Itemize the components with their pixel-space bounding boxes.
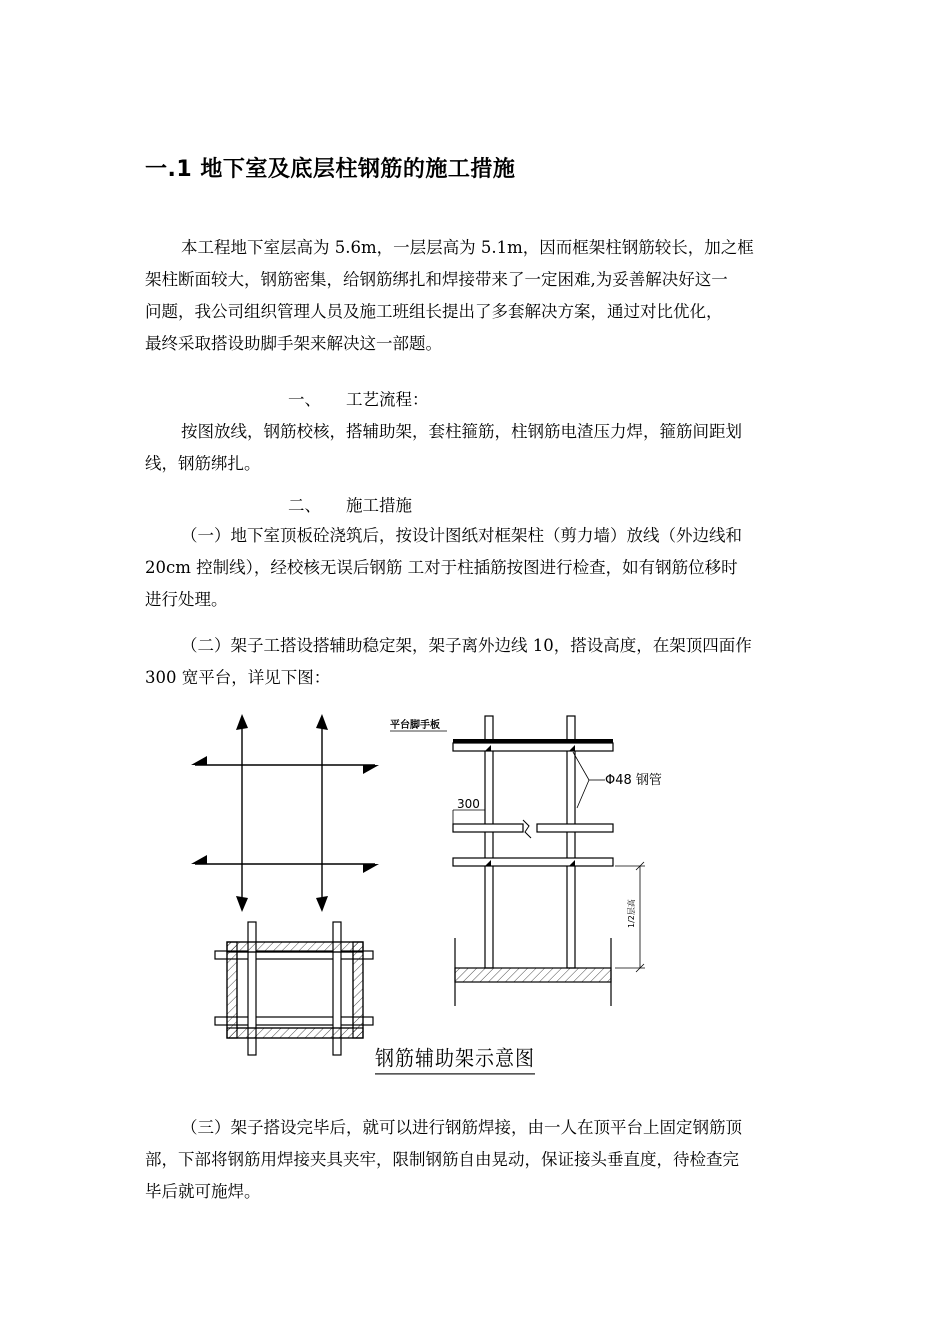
scaffold-diagram <box>185 708 675 1078</box>
text-line: （三）架子搭设完毕后，就可以进行钢筋焊接，由一人在顶平台上固定钢筋顶 <box>181 1118 742 1137</box>
text-line: （一）地下室顶板砼浇筑后，按设计图纸对框架柱（剪力墙）放线（外边线和 <box>181 526 742 545</box>
diagram-caption: 钢筋辅助架示意图 <box>375 1043 535 1075</box>
text-line: 部，下部将钢筋用焊接夹具夹牢，限制钢筋自由晃动，保证接头垂直度，待检查完 <box>145 1150 739 1169</box>
heading-number: 二、 <box>288 496 321 515</box>
text-line: 进行处理。 <box>145 590 228 609</box>
text-line: 问题，我公司组织管理人员及施工班组长提出了多套解决方案，通过对比优化， <box>145 302 723 321</box>
heading-label: 施工措施 <box>346 496 412 515</box>
heading-measures <box>288 492 412 516</box>
intro-paragraph <box>145 232 810 360</box>
text-line: 20cm 控制线），经校核无误后钢筋 工对于柱插筋按图进行检查，如有钢筋位移时 <box>145 558 738 577</box>
measure-1-paragraph <box>145 520 810 616</box>
heading-process-flow <box>288 386 429 410</box>
text-line: （二）架子工搭设搭辅助稳定架，架子离外边线 10，搭设高度，在架顶四面作 <box>181 636 752 655</box>
text-line: 本工程地下室层高为 5.6m，一层层高为 5.1m，因而框架柱钢筋较长，加之框 <box>181 238 754 257</box>
process-paragraph <box>145 416 810 480</box>
heading-label: 工艺流程： <box>346 390 429 409</box>
plan-rebar-lines <box>195 720 375 908</box>
measure-3-paragraph <box>145 1112 810 1208</box>
text-line: 按图放线，钢筋校核，搭辅助架，套柱箍筋，柱钢筋电渣压力焊，箍筋间距划 <box>181 422 742 441</box>
text-line: 架柱断面较大，钢筋密集，给钢筋绑扎和焊接带来了一定困难,为妥善解决好这一 <box>145 270 728 289</box>
text-line: 300 宽平台，详见下图： <box>145 668 331 687</box>
heading-number: 一、 <box>288 390 321 409</box>
measure-2-paragraph <box>145 630 810 694</box>
dimension-300-label: 300 <box>457 797 480 811</box>
plan-frame <box>215 922 373 1055</box>
text-line: 线，钢筋绑扎。 <box>145 454 261 473</box>
text-line: 最终采取搭设助脚手架来解决这一部题。 <box>145 334 442 353</box>
ground-slab <box>455 938 611 1006</box>
elevation-frame <box>453 716 613 968</box>
text-line: 毕后就可施焊。 <box>145 1182 261 1201</box>
platform-board-label: 平台脚手板 <box>390 720 440 731</box>
arrowhead-icons <box>191 714 379 912</box>
pipe-label: Φ48 钢管 <box>605 773 662 788</box>
half-height-label: 1/2层高 <box>627 899 636 928</box>
section-title: 一.1 地下室及底层柱钢筋的施工措施 <box>145 157 516 182</box>
break-symbol <box>523 820 531 838</box>
